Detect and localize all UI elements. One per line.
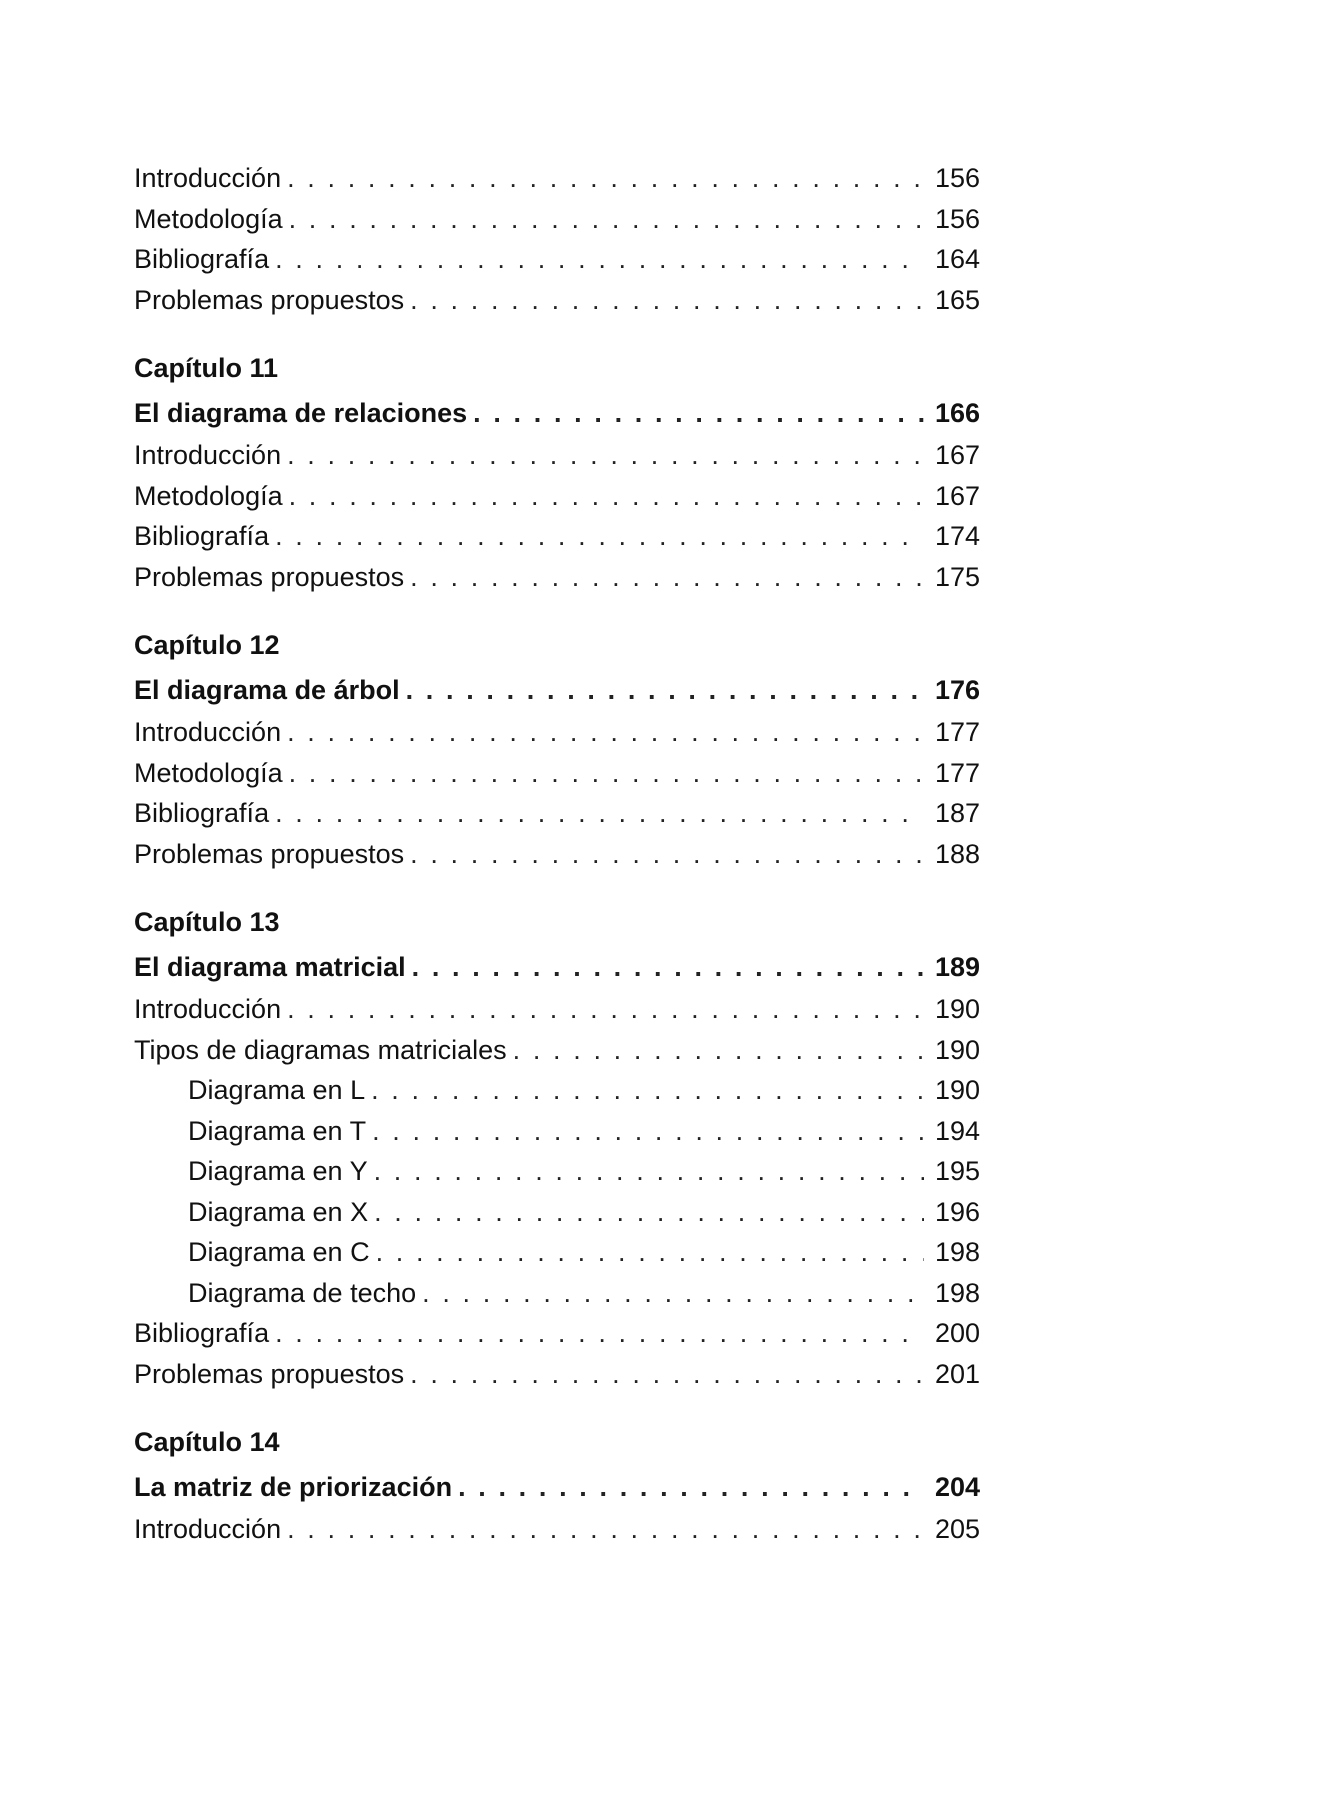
toc-subentry	[134, 1232, 980, 1273]
toc-entry-label: Problemas propuestos	[134, 561, 405, 592]
chapter-heading: Capítulo 12	[134, 630, 280, 660]
toc-chapter-14	[134, 1420, 980, 1550]
chapter-title-label: La matriz de priorización	[134, 1472, 453, 1502]
toc-entry-page: 156	[934, 163, 980, 193]
toc-entry-label: Introducción	[134, 163, 282, 193]
dot-leader	[287, 1509, 924, 1550]
toc-entry-label: Introducción	[134, 717, 282, 747]
chapter-heading: Capítulo 11	[134, 353, 279, 383]
dot-leader	[287, 158, 924, 199]
toc-entry-page: 187	[934, 798, 980, 828]
toc-subentry-label: Diagrama en Y	[188, 1156, 368, 1186]
table-of-contents	[134, 158, 980, 1550]
toc-entry	[134, 712, 980, 753]
toc-entry-page: 200	[934, 1318, 980, 1348]
toc-entry	[134, 158, 980, 199]
toc-subentry-page: 198	[934, 1277, 980, 1308]
dot-leader	[275, 239, 924, 280]
toc-entry-label: Introducción	[134, 1514, 282, 1544]
chapter-title-page: 189	[934, 952, 980, 982]
chapter-title-entry	[134, 668, 980, 712]
toc-chapter-11	[134, 346, 980, 597]
toc-entry	[134, 557, 980, 598]
dot-leader	[374, 1151, 924, 1192]
toc-subentry-page: 195	[934, 1156, 980, 1186]
toc-entry-label: Bibliografía	[134, 244, 270, 274]
chapter-heading: Capítulo 13	[134, 907, 280, 937]
dot-leader	[287, 712, 924, 753]
toc-entry-page: 167	[934, 440, 980, 470]
toc-entry	[134, 280, 980, 321]
toc-entry-page: 175	[934, 561, 980, 592]
toc-entry-page: 165	[934, 284, 980, 315]
toc-entry-label: Metodología	[134, 757, 283, 788]
dot-leader	[406, 668, 924, 712]
toc-entry-page: 177	[934, 717, 980, 747]
toc-chapter-13	[134, 900, 980, 1394]
dot-leader	[410, 557, 924, 598]
toc-entry	[134, 516, 980, 557]
chapter-title-label: El diagrama de relaciones	[134, 398, 468, 428]
toc-entry	[134, 1509, 980, 1550]
toc-entry	[134, 753, 980, 794]
dot-leader	[275, 516, 924, 557]
chapter-title-label: El diagrama de árbol	[134, 675, 400, 705]
dot-leader	[458, 1465, 924, 1509]
toc-subentry-label: Diagrama en C	[188, 1237, 370, 1267]
toc-subentry-label: Diagrama en X	[188, 1196, 369, 1227]
toc-entry-page: 201	[934, 1358, 980, 1389]
toc-entry-label: Introducción	[134, 440, 282, 470]
dot-leader	[289, 476, 924, 517]
chapter-title-page: 176	[934, 675, 980, 705]
chapter-heading: Capítulo 14	[134, 1427, 280, 1457]
toc-entry-page: 188	[934, 838, 980, 869]
dot-leader	[287, 435, 924, 476]
toc-entry	[134, 989, 980, 1030]
toc-entry	[134, 834, 980, 875]
toc-entry	[134, 199, 980, 240]
toc-subentry	[134, 1151, 980, 1192]
toc-entry-page: 190	[934, 1034, 980, 1065]
toc-entry-label: Bibliografía	[134, 1318, 270, 1348]
dot-leader	[372, 1111, 924, 1152]
toc-subentry-page: 190	[934, 1075, 980, 1105]
toc-entry	[134, 1313, 980, 1354]
toc-entry-label: Bibliografía	[134, 798, 270, 828]
toc-entry-label: Problemas propuestos	[134, 1358, 405, 1389]
toc-entry	[134, 793, 980, 834]
dot-leader	[412, 945, 924, 989]
toc-entry-label: Metodología	[134, 203, 283, 234]
toc-subentry	[134, 1111, 980, 1152]
toc-entry-page: 156	[934, 203, 980, 234]
dot-leader	[371, 1070, 924, 1111]
toc-entry-label: Introducción	[134, 994, 282, 1024]
dot-leader	[287, 989, 924, 1030]
chapter-title-page: 204	[934, 1472, 980, 1502]
dot-leader	[422, 1273, 924, 1314]
toc-entry-label: Metodología	[134, 480, 283, 511]
dot-leader	[275, 793, 924, 834]
dot-leader	[275, 1313, 924, 1354]
toc-entry-page: 190	[934, 994, 980, 1024]
dot-leader	[289, 753, 924, 794]
toc-subentry	[134, 1192, 980, 1233]
toc-entry	[134, 239, 980, 280]
toc-entry-label: Problemas propuestos	[134, 838, 405, 869]
toc-entry-page: 167	[934, 480, 980, 511]
toc-subentry	[134, 1070, 980, 1111]
toc-subentry	[134, 1273, 980, 1314]
toc-entry-page: 177	[934, 757, 980, 788]
toc-entry-page: 174	[934, 521, 980, 551]
toc-entry-page: 205	[934, 1514, 980, 1544]
toc-entry-label: Problemas propuestos	[134, 284, 405, 315]
toc-subentry-label: Diagrama en L	[188, 1075, 366, 1105]
chapter-title-page: 166	[934, 398, 980, 428]
chapter-title-label: El diagrama matricial	[134, 952, 406, 982]
dot-leader	[410, 280, 924, 321]
toc-subentry-page: 196	[934, 1196, 980, 1227]
dot-leader	[376, 1232, 924, 1273]
toc-entry-label: Tipos de diagramas matriciales	[134, 1034, 507, 1065]
dot-leader	[289, 199, 924, 240]
dot-leader	[410, 1354, 924, 1395]
toc-entry	[134, 1030, 980, 1071]
chapter-title-entry	[134, 945, 980, 989]
chapter-title-entry	[134, 391, 980, 435]
chapter-title-entry	[134, 1465, 980, 1509]
dot-leader	[374, 1192, 924, 1233]
toc-subentry-label: Diagrama en T	[188, 1115, 367, 1146]
toc-entry-label: Bibliografía	[134, 521, 270, 551]
dot-leader	[513, 1030, 924, 1071]
toc-subentry-page: 194	[934, 1115, 980, 1146]
toc-entry	[134, 435, 980, 476]
dot-leader	[473, 391, 924, 435]
toc-entry	[134, 1354, 980, 1395]
toc-entry-page: 164	[934, 244, 980, 274]
dot-leader	[410, 834, 924, 875]
toc-intro-block	[134, 158, 980, 320]
toc-subentry-label: Diagrama de techo	[188, 1277, 417, 1308]
toc-chapter-12	[134, 623, 980, 874]
toc-entry	[134, 476, 980, 517]
toc-subentry-page: 198	[934, 1237, 980, 1267]
